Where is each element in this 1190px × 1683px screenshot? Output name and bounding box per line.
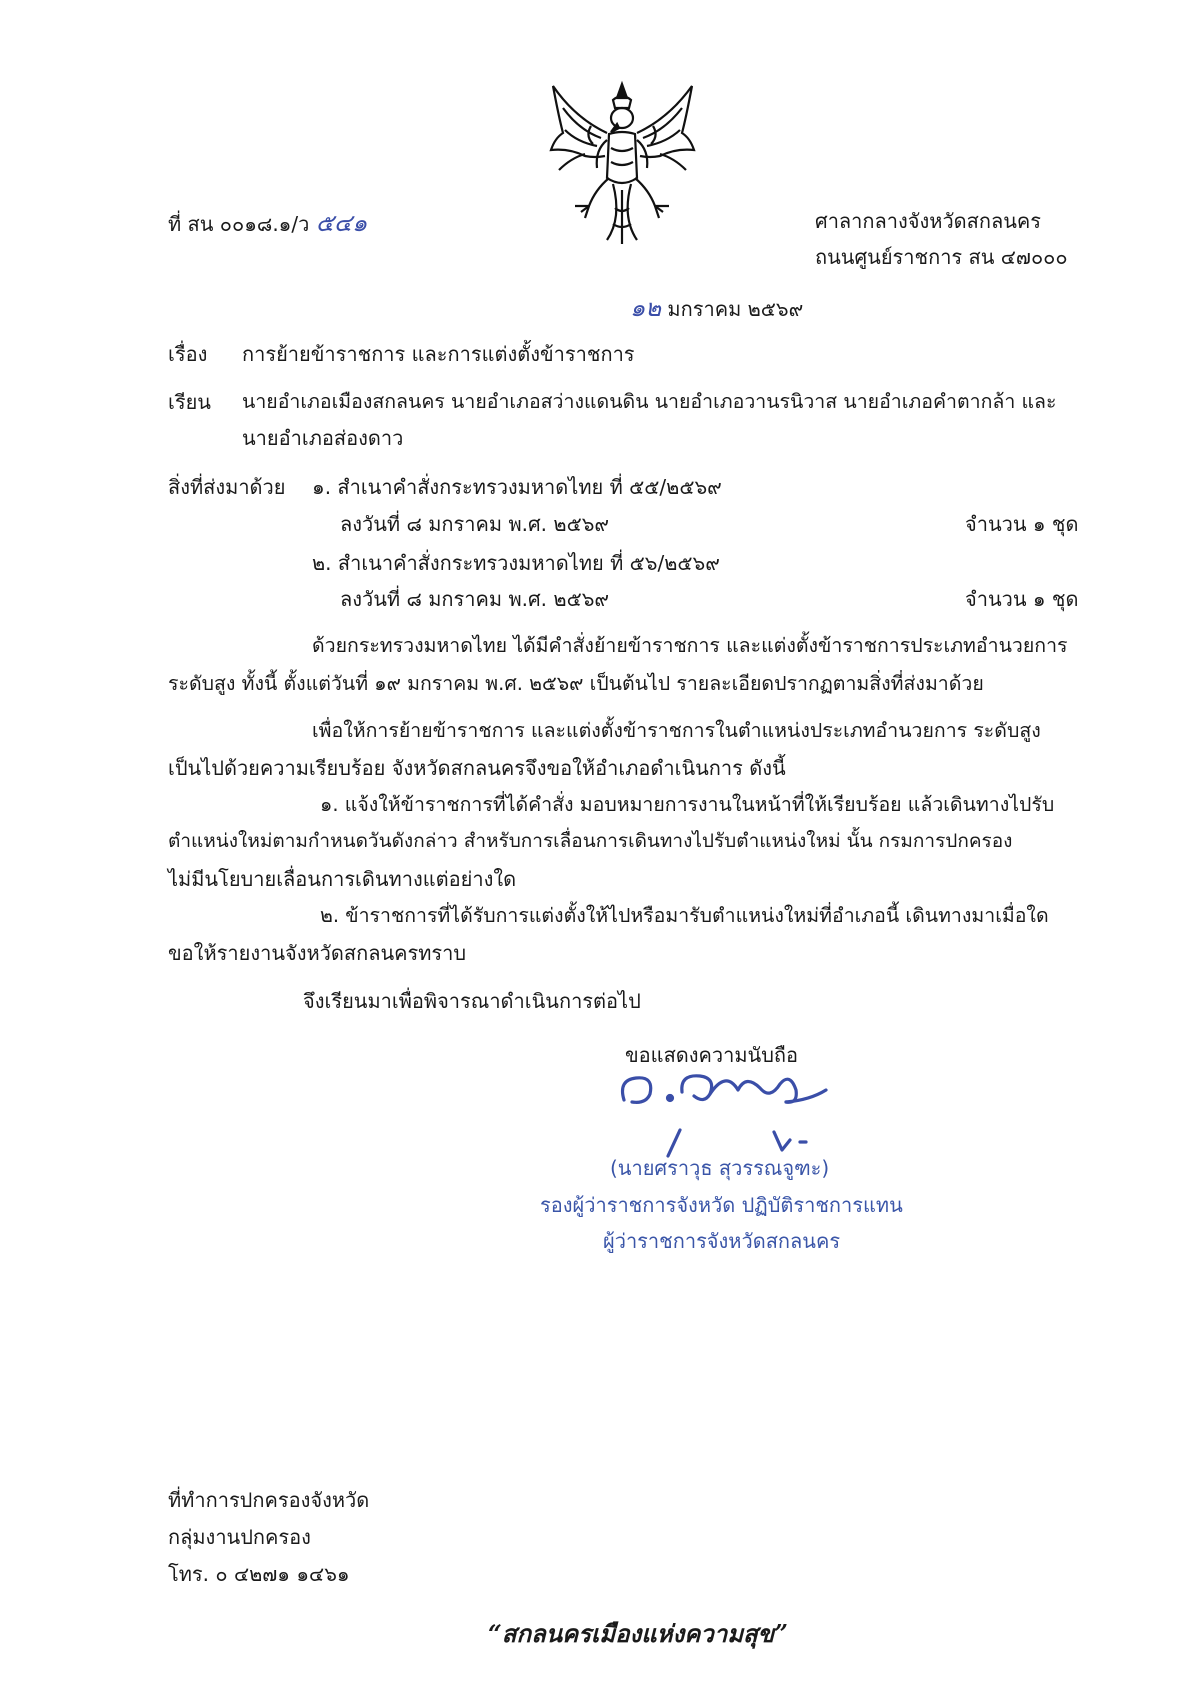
to-line-2: นายอำเภอส่องดาว (242, 426, 404, 450)
paragraph-4-line-2: ขอให้รายงานจังหวัดสกลนครทราบ (168, 941, 467, 965)
paragraph-1-line-2: ระดับสูง ทั้งนี้ ตั้งแต่วันที่ ๑๙ มกราคม พ.ศ. ๒๕๖๙ เป็นต้นไป รายละเอียดปรากฏตามสิ่งที่ส่งมาด้วย (168, 672, 984, 695)
reference-line (168, 209, 367, 238)
paragraph-3-line-3: ไม่มีนโยบายเลื่อนการเดินทางแต่อย่างใด (168, 867, 517, 891)
reference-number-handwritten: ๕๔๑ (315, 209, 368, 237)
paragraph-1-line-1: ด้วยกระทรวงมหาดไทย ได้มีคำสั่งย้ายข้าราชการ และแต่งตั้งข้าราชการประเภทอำนวยการ (312, 634, 1068, 657)
office-address: ถนนศูนย์ราชการ สน ๔๗๐๐๐ (815, 245, 1068, 269)
subject-text: การย้ายข้าราชการ และการแต่งตั้งข้าราชการ (242, 342, 635, 366)
attachment-1-line-1: ๑. สำเนาคำสั่งกระทรวงมหาดไทย ที่ ๕๕/๒๕๖๙ (312, 475, 722, 499)
signatory-name: (นายศราวุธ สุวรรณจูฑะ) (610, 1156, 830, 1180)
reference-prefix: ที่ สน ๐๐๑๘.๑/ว (168, 212, 310, 236)
attachment-1-line-2: ลงวันที่ ๘ มกราคม พ.ศ. ๒๕๖๙ (340, 512, 610, 536)
paragraph-3-line-2: ตำแหน่งใหม่ตามกำหนดวันดังกล่าว สำหรับการเลื่อนการเดินทางไปรับตำแหน่งใหม่ นั้น กรมการปกครอง (168, 830, 1013, 852)
paragraph-2-line-1: เพื่อให้การย้ายข้าราชการ และแต่งตั้งข้าราชการในตำแหน่งประเภทอำนวยการ ระดับสูง (312, 719, 1041, 742)
footer-department-2: กลุ่มงานปกครอง (168, 1525, 311, 1549)
signatory-position-2: ผู้ว่าราชการจังหวัดสกลนคร (603, 1229, 841, 1253)
office-name: ศาลากลางจังหวัดสกลนคร (815, 209, 1042, 233)
handwritten-signature-icon (610, 1060, 840, 1170)
date-month-year: มกราคม ๒๕๖๙ (667, 297, 804, 321)
footer-phone: โทร. ๐ ๔๒๗๑ ๑๔๖๑ (168, 1562, 350, 1586)
paragraph-2-line-2: เป็นไปด้วยความเรียบร้อย จังหวัดสกลนครจึงขอให้อำเภอดำเนินการ ดังนี้ (168, 756, 786, 780)
attachment-2-qty: จำนวน ๑ ชุด (965, 587, 1079, 611)
document-date (630, 294, 803, 323)
provincial-slogan: “สกลนครเมืองแห่งความสุข” (488, 1619, 788, 1648)
closing-request: จึงเรียนมาเพื่อพิจารณาดำเนินการต่อไป (303, 989, 641, 1013)
paragraph-3-line-1: ๑. แจ้งให้ข้าราชการที่ได้คำสั่ง มอบหมายการงานในหน้าที่ให้เรียบร้อย แล้วเดินทางไปรับ (320, 793, 1055, 816)
attachment-1-qty: จำนวน ๑ ชุด (965, 512, 1079, 536)
to-line-1: นายอำเภอเมืองสกลนคร นายอำเภอสว่างแดนดิน นายอำเภอวานรนิวาส นายอำเภอคำตากล้า และ (242, 390, 1057, 413)
to-label: เรียน (168, 390, 211, 414)
attachments-label: สิ่งที่ส่งมาด้วย (168, 475, 286, 499)
garuda-emblem-icon (545, 78, 700, 248)
regards-text: ขอแสดงความนับถือ (625, 1043, 799, 1067)
paragraph-4-line-1: ๒. ข้าราชการที่ได้รับการแต่งตั้งให้ไปหรือมารับตำแหน่งใหม่ที่อำเภอนี้ เดินทางมาเมื่อใด (320, 904, 1049, 927)
date-day-handwritten: ๑๒ (630, 294, 662, 322)
signatory-position-1: รองผู้ว่าราชการจังหวัด ปฏิบัติราชการแทน (540, 1193, 903, 1217)
footer-department-1: ที่ทำการปกครองจังหวัด (168, 1488, 370, 1512)
attachment-2-line-2: ลงวันที่ ๘ มกราคม พ.ศ. ๒๕๖๙ (340, 587, 610, 611)
subject-label: เรื่อง (168, 342, 208, 366)
attachment-2-line-1: ๒. สำเนาคำสั่งกระทรวงมหาดไทย ที่ ๕๖/๒๕๖๙ (312, 551, 720, 575)
